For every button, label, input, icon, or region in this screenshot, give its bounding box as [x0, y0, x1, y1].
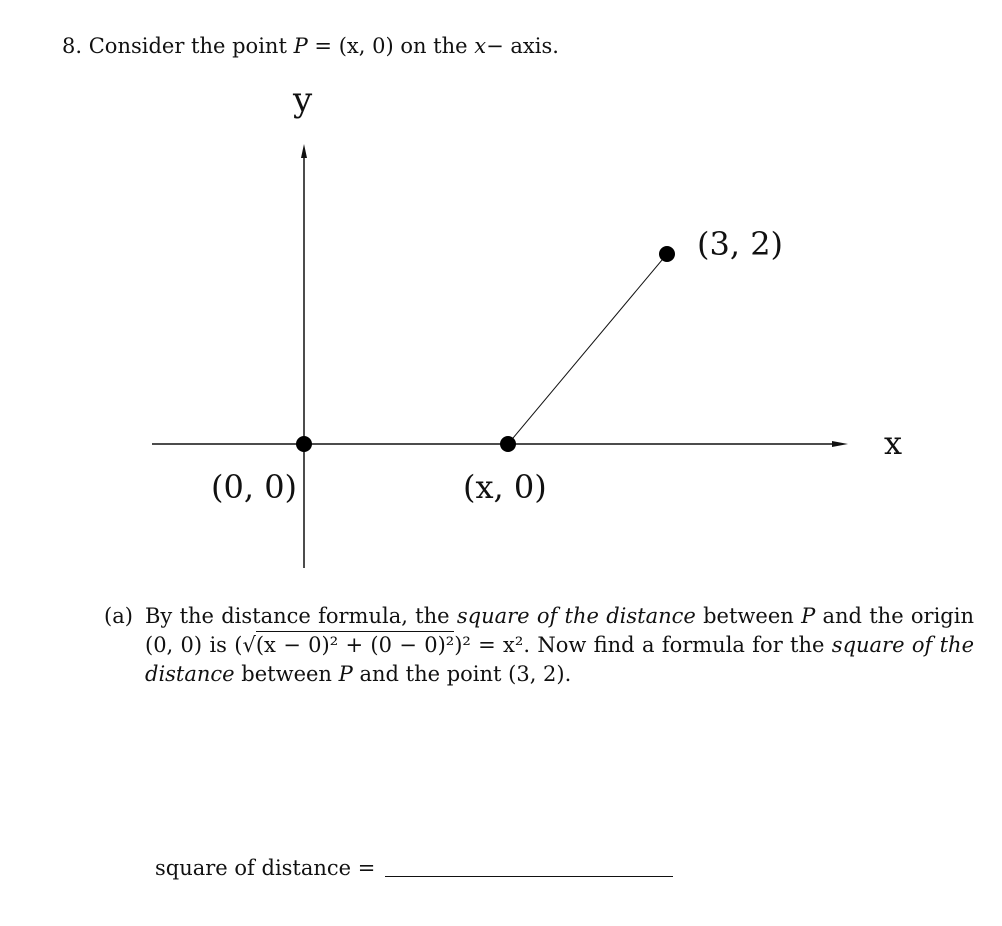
part-a-seg4: )² = x². Now find a formula for the — [454, 633, 825, 657]
sqrt-symbol: √ — [242, 633, 256, 657]
answer-label: square of distance = — [155, 856, 376, 880]
part-a — [104, 602, 974, 689]
x-axis-arrowhead — [832, 441, 848, 447]
part-a-p-2: P — [338, 662, 353, 686]
p-point-label: (x, 0) — [463, 468, 547, 506]
problem-text-2: on the — [400, 34, 468, 58]
answer-blank[interactable] — [385, 856, 673, 877]
y-axis-label: y — [293, 80, 313, 120]
part-a-seg1: By the distance formula, the — [145, 604, 450, 628]
point-name: P — [293, 34, 308, 58]
problem-number: 8. — [62, 34, 83, 58]
origin-point — [296, 436, 312, 452]
part-a-emphasis-2: square of the distance — [145, 633, 974, 686]
target-point — [659, 246, 675, 262]
axis-variable: x — [474, 34, 487, 58]
equals-sign: = — [314, 34, 333, 58]
target-point-label: (3, 2) — [697, 225, 784, 263]
part-a-seg6: and the point (3, 2). — [359, 662, 572, 686]
part-a-label: (a) — [104, 604, 133, 628]
distance-segment — [508, 254, 667, 444]
part-a-seg2: between — [703, 604, 794, 628]
p-point — [500, 436, 516, 452]
part-a-p-1: P — [801, 604, 816, 628]
part-a-text — [145, 602, 974, 689]
part-a-seg5: between — [241, 662, 332, 686]
answer-row — [155, 856, 673, 880]
problem-text-3: − axis. — [486, 34, 559, 58]
radicand: (x − 0)² + (0 − 0)² — [255, 633, 455, 657]
point-value: (x, 0) — [338, 34, 394, 58]
problem-text-1: Consider the point — [88, 34, 287, 58]
part-a-emphasis-1: square of the distance — [456, 604, 696, 628]
y-axis-arrowhead — [301, 144, 307, 158]
x-axis-label: x — [884, 424, 903, 462]
origin-label: (0, 0) — [211, 468, 298, 506]
part-a-seg3: and the origin (0, 0) is ( — [145, 604, 974, 657]
